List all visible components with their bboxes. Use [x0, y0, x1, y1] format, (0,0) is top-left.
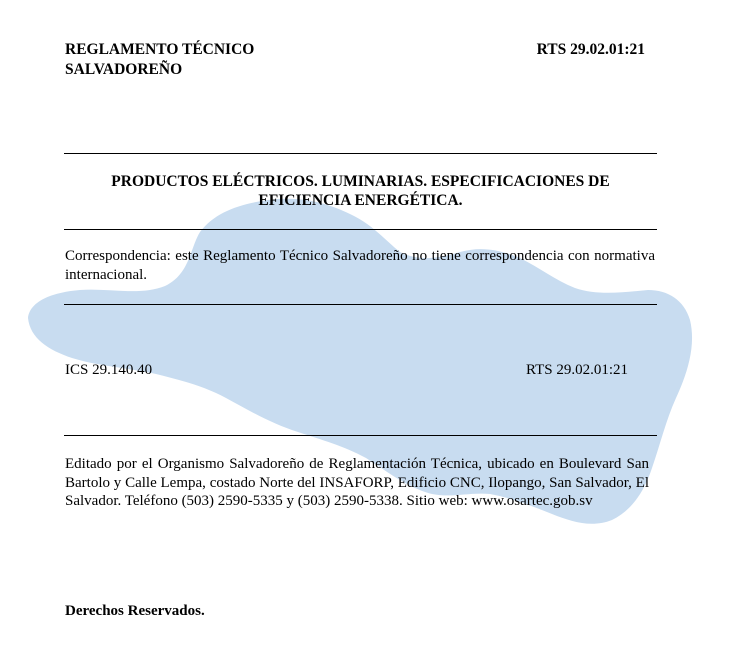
rights-reserved: Derechos Reservados.: [65, 603, 205, 619]
divider-1: [64, 153, 657, 154]
ics-code: ICS 29.140.40: [65, 362, 153, 378]
header-line-1: REGLAMENTO TÉCNICO: [65, 41, 255, 58]
document-title: [64, 172, 657, 210]
header-code: RTS 29.02.01:21: [536, 41, 645, 58]
divider-4: [64, 435, 657, 436]
header-regulation-name: [65, 40, 254, 80]
publisher-info: Editado por el Organismo Salvadoreño de Reglamentación Técnica, ubicado en Boulevard San Bartolo y Calle Lempa, costado Norte del INSAFORP, Edificio CNC, Ilopango, San Salvador, El Salvador. Teléfono (503) 2590-5335 y (503) 2590-5338. Sitio web: www.osartec.gob.sv: [65, 456, 649, 509]
title-line-1: PRODUCTOS ELÉCTRICOS. LUMINARIAS. ESPECIFICACIONES DE: [111, 173, 610, 190]
rts-code: RTS 29.02.01:21: [525, 362, 628, 378]
divider-3: [64, 304, 657, 305]
title-line-2: EFICIENCIA ENERGÉTICA.: [258, 192, 463, 209]
header-line-2: SALVADOREÑO: [65, 61, 183, 78]
correspondence-text: Correspondencia: este Reglamento Técnico Salvadoreño no tiene correspondencia con normativa internacional.: [65, 248, 655, 283]
divider-2: [64, 229, 657, 230]
